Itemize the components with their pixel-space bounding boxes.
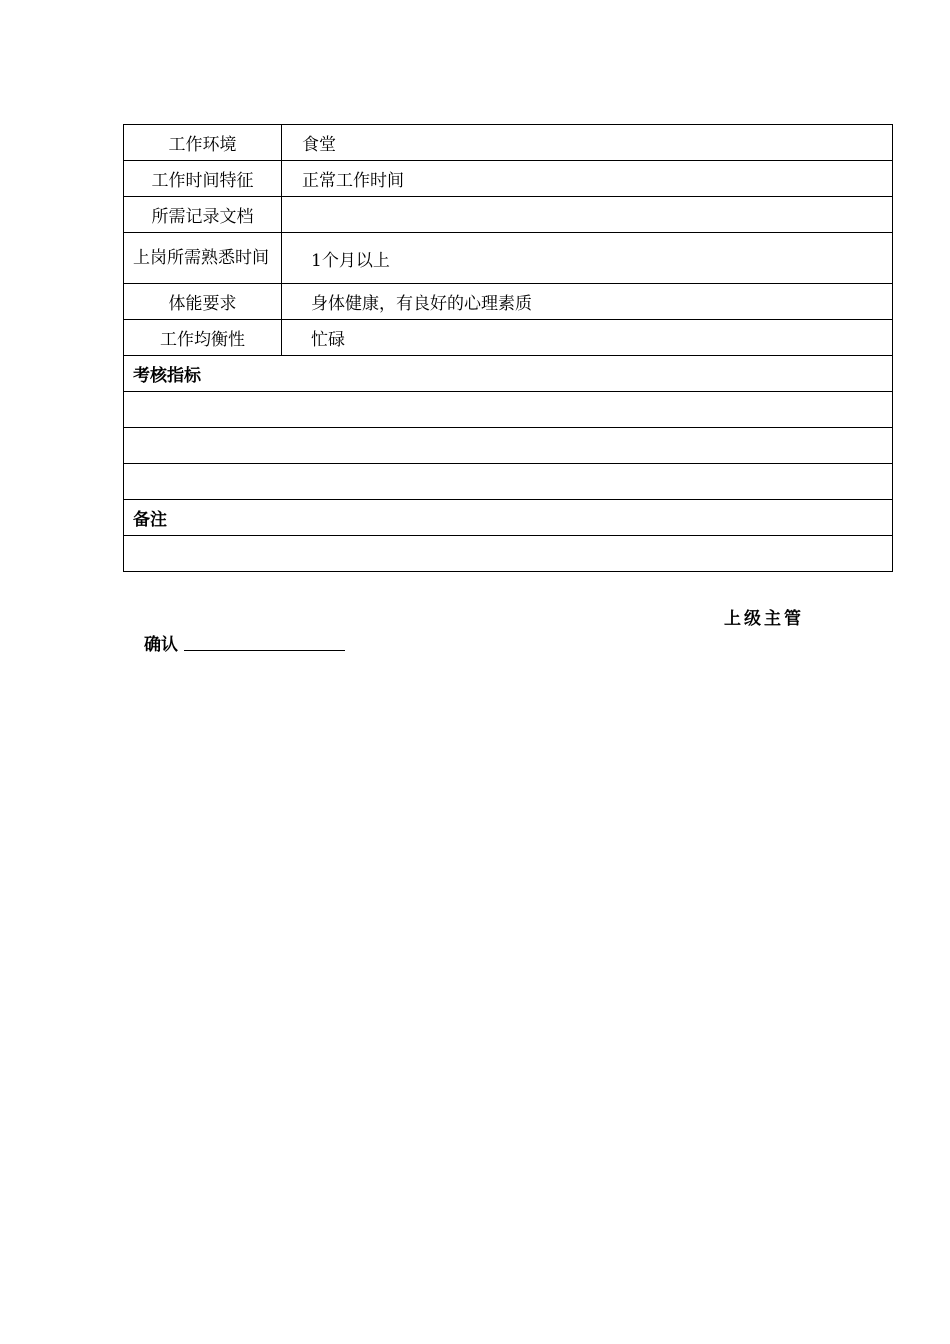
label-required-documents: 所需记录文档 — [124, 197, 282, 233]
row-remarks-blank — [124, 536, 893, 572]
kpi-section-title: 考核指标 — [124, 356, 893, 392]
row-work-environment — [124, 125, 893, 161]
supervisor-label: 上级主管 — [724, 609, 804, 629]
job-description-table — [123, 124, 893, 572]
row-kpi-header — [124, 356, 893, 392]
row-required-documents — [124, 197, 893, 233]
signature-line — [184, 650, 345, 651]
row-remarks-header — [124, 500, 893, 536]
row-kpi-blank-3 — [124, 464, 893, 500]
value-required-documents — [282, 197, 893, 233]
row-kpi-blank-1 — [124, 392, 893, 428]
kpi-blank-cell — [124, 464, 893, 500]
label-familiarization-time: 上岗所需熟悉时间 — [124, 233, 282, 284]
label-work-time: 工作时间特征 — [124, 161, 282, 197]
value-work-environment: 食堂 — [282, 125, 893, 161]
kpi-blank-cell — [124, 392, 893, 428]
confirm-label: 确认 — [144, 635, 178, 655]
row-kpi-blank-2 — [124, 428, 893, 464]
remarks-section-title: 备注 — [124, 500, 893, 536]
kpi-blank-cell — [124, 428, 893, 464]
value-work-balance: 忙碌 — [282, 320, 893, 356]
remarks-blank-cell — [124, 536, 893, 572]
row-work-time — [124, 161, 893, 197]
row-physical-requirements — [124, 284, 893, 320]
row-work-balance — [124, 320, 893, 356]
label-work-environment: 工作环境 — [124, 125, 282, 161]
label-physical-requirements: 体能要求 — [124, 284, 282, 320]
row-familiarization-time — [124, 233, 893, 284]
label-work-balance: 工作均衡性 — [124, 320, 282, 356]
value-work-time: 正常工作时间 — [282, 161, 893, 197]
value-physical-requirements: 身体健康，有良好的心理素质 — [282, 284, 893, 320]
value-familiarization-time: 1个月以上 — [282, 233, 893, 284]
